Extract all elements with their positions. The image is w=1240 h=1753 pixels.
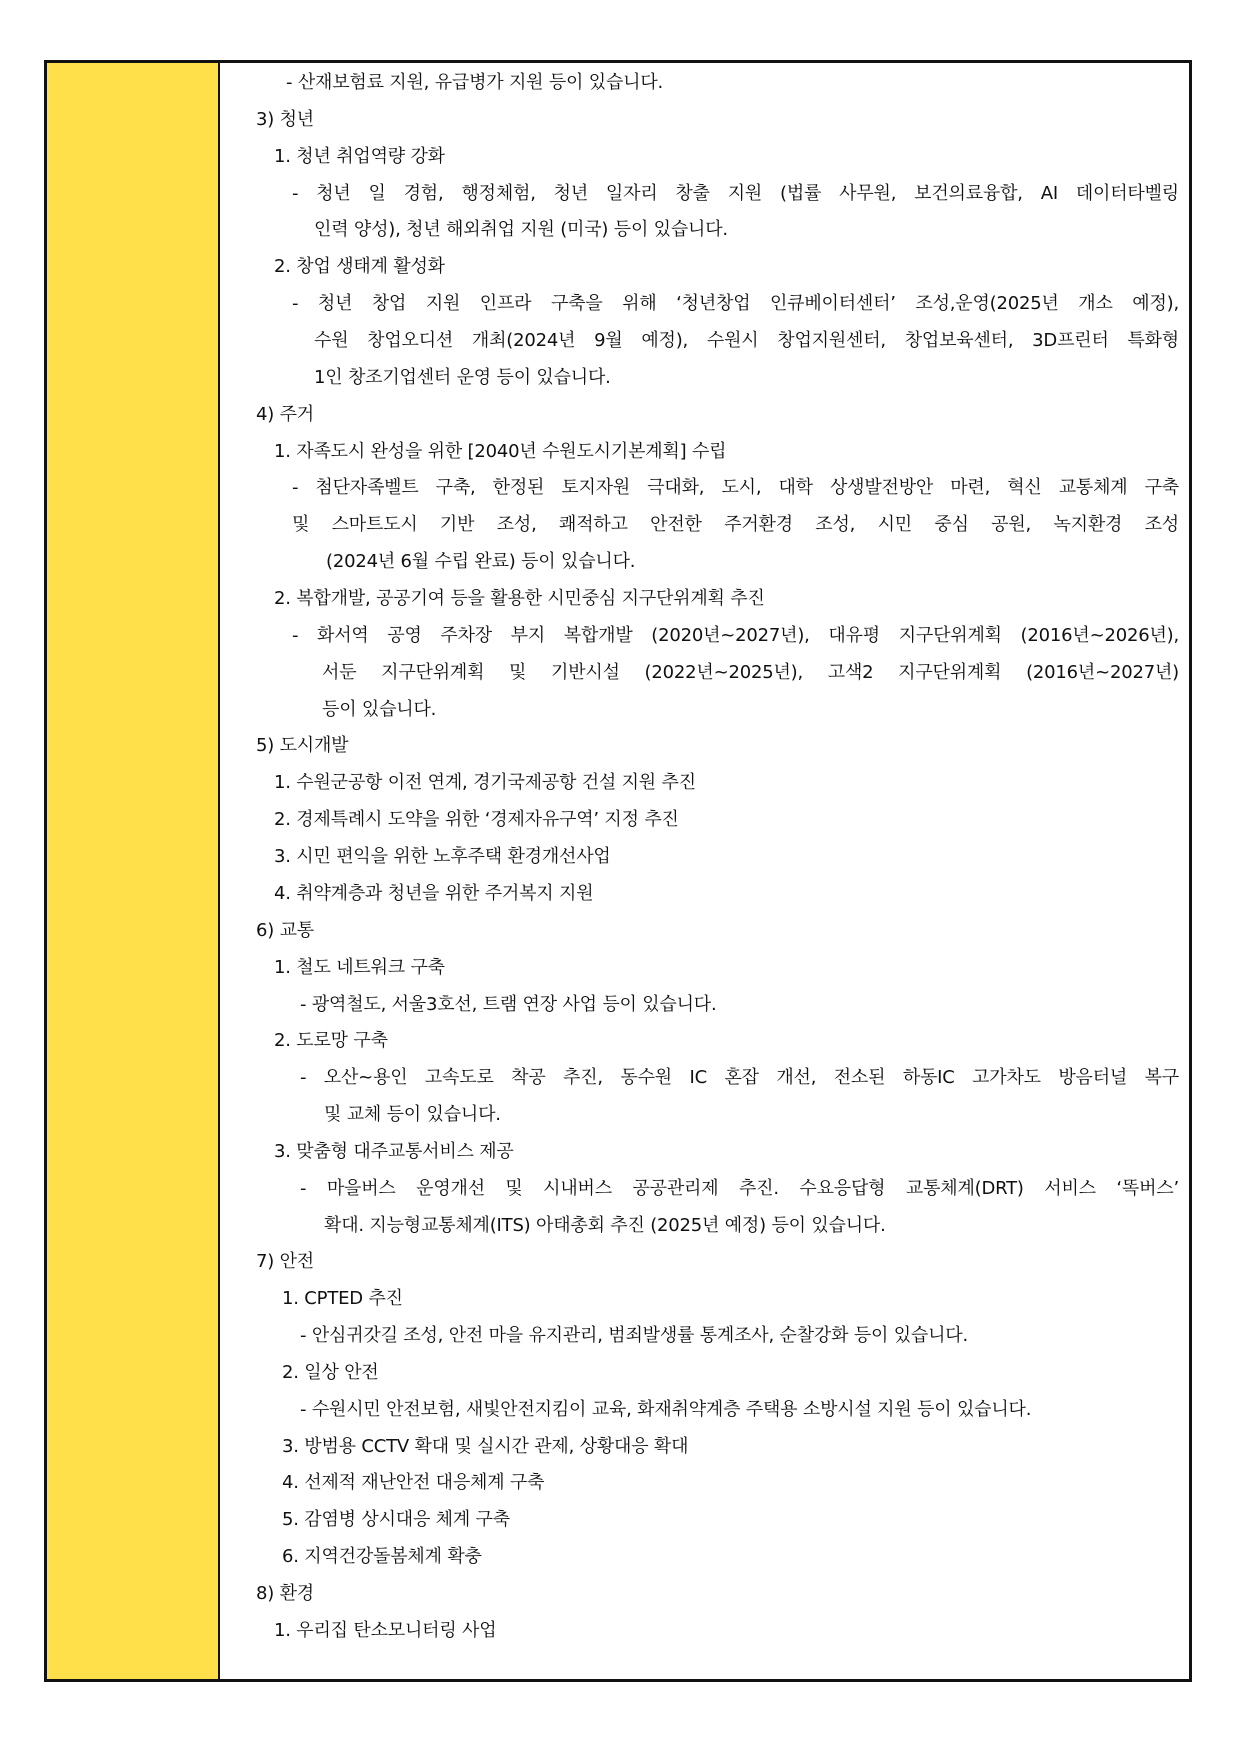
text-line: - 수원시민 안전보험, 새빛안전지킴이 교육, 화재취약계층 주택용 소방시설 지원 등이 있습니다. [300, 1399, 1032, 1420]
list-item: 1. 자족도시 완성을 위한 [2040년 수원도시기본계획] 수립 [274, 441, 727, 462]
text-line: 및 스마트도시 기반 조성, 쾌적하고 안전한 주거환경 조성, 시민 중심 공원, 녹지환경 조성 [292, 514, 1179, 535]
text-line: 확대. 지능형교통체계(ITS) 아태총회 추진 (2025년 예정) 등이 있습니다. [324, 1215, 886, 1236]
text-line: - 광역철도, 서울3호선, 트램 연장 사업 등이 있습니다. [300, 994, 717, 1015]
text-line: - 청년 일 경험, 행정체험, 청년 일자리 창출 지원 (법률 사무원, 보건의료융합, AI 데이터타벨링 [292, 183, 1179, 204]
text-line: 인력 양성), 청년 해외취업 지원 (미국) 등이 있습니다. [314, 219, 728, 240]
list-item: 3. 맞춤형 대주교통서비스 제공 [274, 1141, 514, 1162]
section-heading: 7) 안전 [256, 1251, 314, 1272]
section-heading: 5) 도시개발 [256, 735, 349, 756]
list-item: 1. 수원군공항 이전 연계, 경기국제공항 건설 지원 추진 [274, 772, 696, 793]
text-line: - 첨단자족벨트 구축, 한정된 토지자원 극대화, 도시, 대학 상생발전방안 마련, 혁신 교통체계 구축 [292, 477, 1179, 498]
list-item: 3. 시민 편익을 위한 노후주택 환경개선사업 [274, 846, 611, 867]
list-item: 1. 청년 취업역량 강화 [274, 146, 445, 167]
section-heading: 6) 교통 [256, 920, 314, 941]
list-item: 4. 선제적 재난안전 대응체계 구축 [282, 1472, 545, 1493]
text-line: (2024년 6월 수립 완료) 등이 있습니다. [326, 551, 636, 572]
text-line: 수원 창업오디션 개최(2024년 9월 예정), 수원시 창업지원센터, 창업보육센터, 3D프린터 특화형 [314, 330, 1179, 351]
text-line: - 청년 창업 지원 인프라 구축을 위해 ‘청년창업 인큐베이터센터’ 조성,운영(2025년 개소 예정), [292, 293, 1179, 314]
text-line: - 안심귀갓길 조성, 안전 마을 유지관리, 범죄발생률 통계조사, 순찰강화 등이 있습니다. [300, 1325, 968, 1346]
list-item: 6. 지역건강돌봄체계 확충 [282, 1546, 482, 1567]
list-item: 2. 도로망 구축 [274, 1030, 388, 1051]
text-line: - 산재보험료 지원, 유급병가 지원 등이 있습니다. [286, 72, 664, 93]
text-line: 및 교체 등이 있습니다. [324, 1104, 501, 1125]
list-item: 1. 철도 네트워크 구축 [274, 957, 445, 978]
text-line: 서둔 지구단위계획 및 기반시설 (2022년~2025년), 고색2 지구단위계획 (2016년~2027년) [322, 662, 1179, 683]
list-item: 1. 우리집 탄소모니터링 사업 [274, 1620, 497, 1641]
text-line: - 마을버스 운영개선 및 시내버스 공공관리제 추진. 수요응답형 교통체계(DRT) 서비스 ‘똑버스’ [300, 1178, 1179, 1199]
text-line: - 오산~용인 고속도로 착공 추진, 동수원 IC 혼잡 개선, 전소된 하동IC 고가차도 방음터널 복구 [300, 1067, 1179, 1088]
document-content [220, 63, 1189, 1679]
list-item: 4. 취약계층과 청년을 위한 주거복지 지원 [274, 883, 594, 904]
list-item: 2. 경제특례시 도약을 위한 ‘경제자유구역’ 지정 추진 [274, 809, 679, 830]
list-item: 2. 복합개발, 공공기여 등을 활용한 시민중심 지구단위계획 추진 [274, 588, 765, 609]
section-heading: 4) 주거 [256, 404, 314, 425]
list-item: 5. 감염병 상시대응 체계 구축 [282, 1509, 510, 1530]
list-item: 2. 일상 안전 [282, 1362, 379, 1383]
document-frame [44, 60, 1192, 1682]
section-heading: 8) 환경 [256, 1583, 314, 1604]
text-line: 등이 있습니다. [322, 699, 437, 720]
text-line: - 화서역 공영 주차장 부지 복합개발 (2020년~2027년), 대유평 지구단위계획 (2016년~2026년), [292, 625, 1179, 646]
list-item: 3. 방범용 CCTV 확대 및 실시간 관제, 상황대응 확대 [282, 1436, 689, 1457]
list-item: 1. CPTED 추진 [282, 1288, 403, 1309]
list-item: 2. 창업 생태계 활성화 [274, 256, 445, 277]
side-color-column [47, 63, 220, 1679]
text-line: 1인 창조기업센터 운영 등이 있습니다. [314, 367, 611, 388]
section-heading: 3) 청년 [256, 109, 314, 130]
